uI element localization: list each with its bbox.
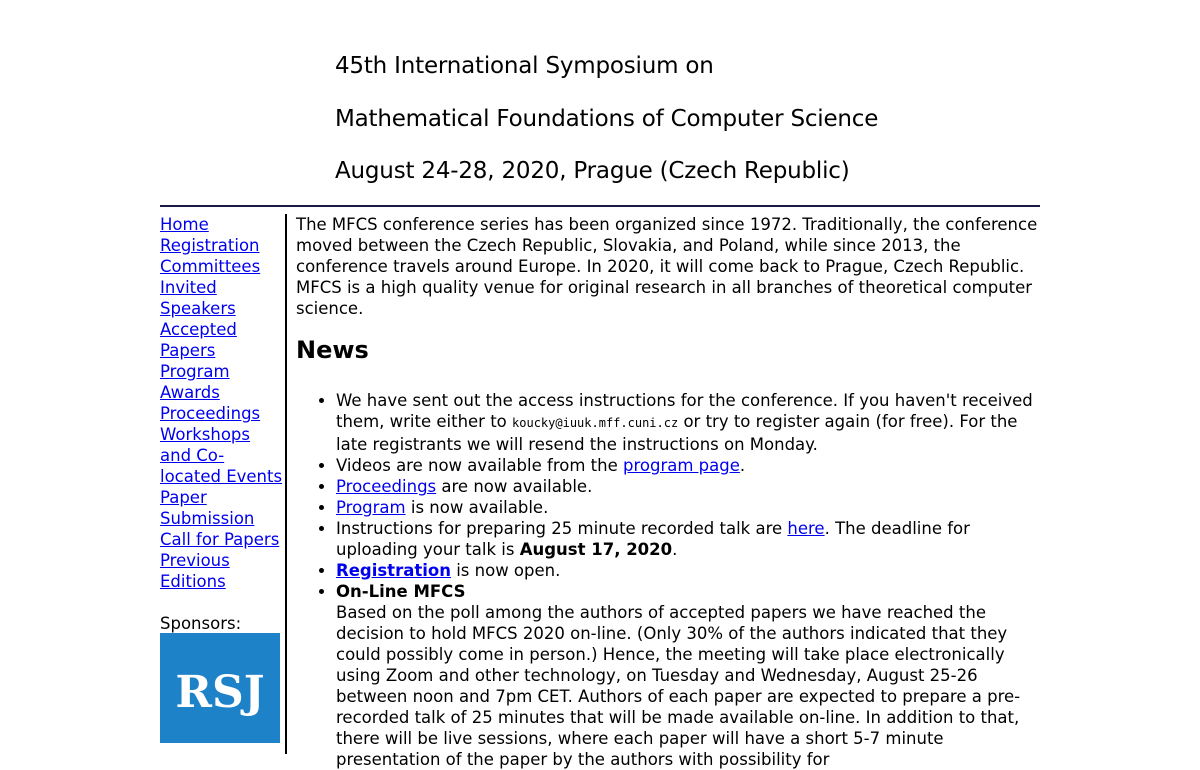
news-text: . <box>672 540 678 559</box>
nav-accepted-papers[interactable]: Accepted Papers <box>160 320 237 360</box>
news-item <box>336 390 1041 455</box>
news-item <box>336 455 1041 476</box>
news-item <box>336 476 1041 497</box>
news-item <box>336 518 1041 560</box>
news-item <box>336 581 1041 770</box>
online-mfcs-title: On-Line MFCS <box>336 582 466 601</box>
news-text: is now available. <box>405 498 549 517</box>
news-text: is now open. <box>450 561 561 580</box>
news-item <box>336 560 1041 581</box>
proceedings-link[interactable]: Proceedings <box>336 477 437 496</box>
instructions-here-link[interactable]: here <box>787 519 825 538</box>
online-mfcs-body: Based on the poll among the authors of accepted papers we have reached the decision to hold MFCS 2020 on-line. (Only 30% of the authors indicated that they could possibly come in person.) Hence, the meeting will take place electronically using Zoom and other technology, on Tuesday and Wednesday, August 25-26 between noon and 7pm CET. Authors of each paper are expected to prepare a pre-recorded talk of 25 minutes that will be made available on-line. In addition to that, there will be live sessions, where each paper will have a short 5-7 minute presentation of the paper by the authors with possibility for <box>336 603 1021 769</box>
sponsors-label: Sponsors: <box>160 614 242 633</box>
nav-registration[interactable]: Registration <box>160 236 260 255</box>
nav-awards[interactable]: Awards <box>160 383 220 402</box>
contact-email: koucky@iuuk.mff.cuni.cz <box>512 416 679 430</box>
news-text: . <box>739 456 746 475</box>
sidebar-divider <box>285 214 287 754</box>
header-line-2: Mathematical Foundations of Computer Science <box>335 105 879 132</box>
news-heading: News <box>296 336 369 364</box>
news-item <box>336 497 1041 518</box>
nav-previous-editions[interactable]: Previous Editions <box>160 551 230 591</box>
header-line-1: 45th International Symposium on <box>335 53 714 79</box>
main-content <box>296 214 1041 769</box>
news-text: . The deadline for uploading your talk is <box>336 519 970 559</box>
registration-link[interactable]: Registration <box>336 561 451 580</box>
news-text: We have sent out the access instructions for the conference. If you haven't received them, write either to <box>336 391 1033 431</box>
nav-proceedings[interactable]: Proceedings <box>160 404 261 423</box>
site-header <box>335 40 1035 198</box>
nav-invited-speakers[interactable]: Invited Speakers <box>160 278 236 318</box>
news-text: Instructions for preparing 25 minute recorded talk are <box>336 519 788 538</box>
program-link[interactable]: Program <box>336 498 406 517</box>
nav-committees[interactable]: Committees <box>160 257 261 276</box>
header-divider <box>160 205 1040 207</box>
news-list <box>296 390 1041 770</box>
nav-paper-submission[interactable]: Paper Submission <box>160 488 255 528</box>
nav-home[interactable]: Home <box>160 215 209 234</box>
sidebar-nav <box>160 214 284 634</box>
nav-call-for-papers[interactable]: Call for Papers <box>160 530 280 549</box>
deadline-date: August 17, 2020 <box>519 540 673 559</box>
news-text: Videos are now available from the <box>336 456 623 475</box>
intro-paragraph: The MFCS conference series has been organized since 1972. Traditionally, the conference moved between the Czech Republic, Slovakia, and Poland, while since 2013, the conference travels around Europe. In 2020, it will come back to Prague, Czech Republic. MFCS is a high quality venue for original research in all branches of theoretical computer science. <box>296 215 1038 318</box>
program-page-link[interactable]: program page <box>622 456 740 475</box>
news-text: or try to register again (for free). For the late registrants we will resend the instructions on Monday. <box>336 412 1018 454</box>
rsj-sponsor-logo[interactable]: RSJ <box>160 633 280 743</box>
nav-program[interactable]: Program <box>160 362 230 381</box>
nav-workshops[interactable]: Workshops and Co-located Events <box>160 425 283 486</box>
news-text: are now available. <box>436 477 593 496</box>
header-line-3: August 24-28, 2020, Prague (Czech Republic) <box>335 158 850 184</box>
